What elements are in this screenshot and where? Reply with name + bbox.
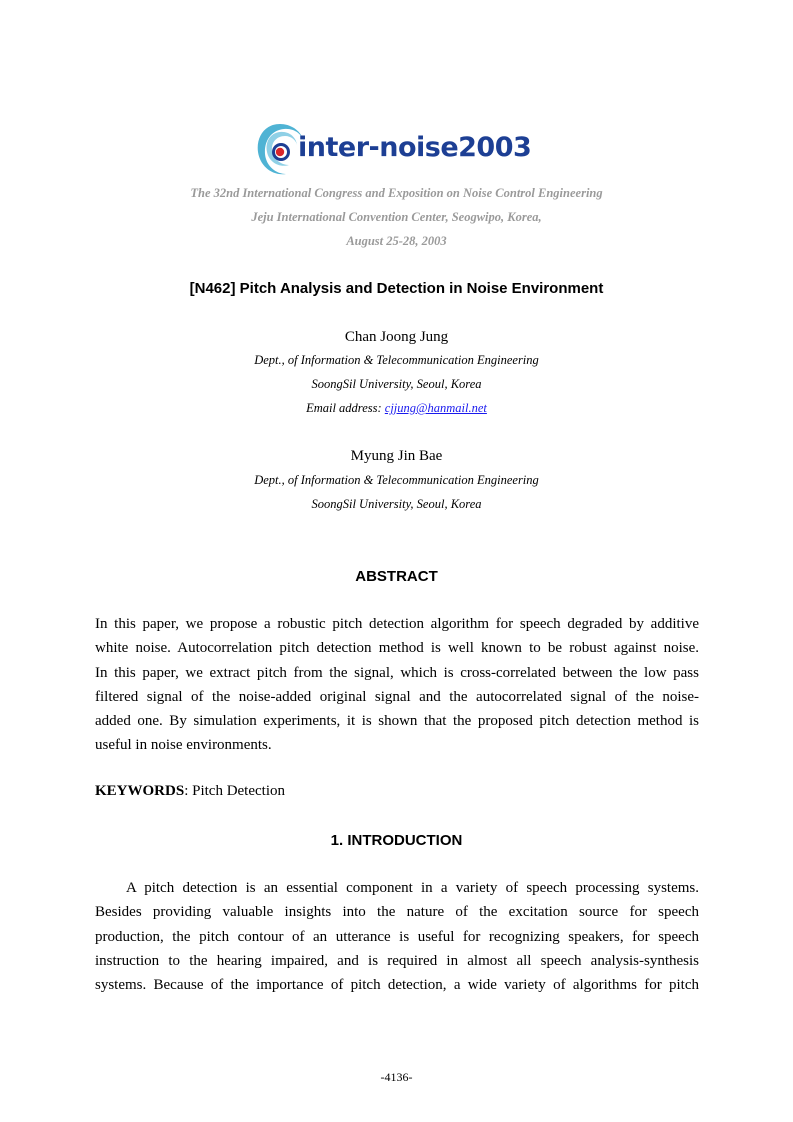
introduction-line: A pitch detection is an essential component in a variety of speech processing systems.: [126, 880, 699, 896]
conference-logo: [254, 120, 544, 180]
author-dept-1: Dept., of Information & Telecommunication Engineering: [254, 353, 539, 367]
email-label: Email address:: [306, 401, 385, 415]
author-email-line: [0, 401, 793, 416]
abstract-body: [95, 612, 699, 758]
introduction-heading: 1. INTRODUCTION: [330, 832, 463, 849]
author-name-1: Chan Joong Jung: [344, 329, 449, 345]
author-univ-2: SoongSil University, Seoul, Korea: [311, 497, 482, 511]
keywords-label: KEYWORDS: [95, 783, 185, 799]
conference-dates: August 25-28, 2003: [346, 234, 447, 248]
conference-venue: Jeju International Convention Center, Seogwipo, Korea,: [251, 210, 542, 224]
keywords-value: : Pitch Detection: [184, 783, 285, 799]
abstract-heading: ABSTRACT: [355, 568, 438, 585]
author-dept-2: Dept., of Information & Telecommunication Engineering: [254, 473, 539, 487]
author-univ-1: SoongSil University, Seoul, Korea: [311, 377, 482, 391]
author-name-2: Myung Jin Bae: [350, 448, 443, 464]
conference-name: The 32nd International Congress and Exposition on Noise Control Engineering: [190, 186, 603, 200]
introduction-line: production, the pitch contour of an utterance is useful for recognizing speakers, for speech: [95, 928, 699, 945]
introduction-line: instruction to the hearing impaired, and is required in almost all speech analysis-synthesis: [95, 952, 699, 969]
abstract-line: useful in noise environments.: [95, 737, 272, 754]
logo-wordmark: inter-noise2003: [298, 132, 532, 163]
paper-title: [N462] Pitch Analysis and Detection in Noise Environment: [189, 280, 604, 297]
introduction-line: Besides providing valuable insights into the nature of the excitation source for speech: [95, 904, 699, 921]
abstract-line: added one. By simulation experiments, it is shown that the proposed pitch detection method is: [95, 713, 699, 730]
introduction-body: [95, 876, 699, 997]
page-number: -4136-: [380, 1070, 413, 1084]
introduction-line: systems. Because of the importance of pitch detection, a wide variety of algorithms for pitch: [95, 977, 699, 994]
abstract-line: In this paper, we propose a robustic pitch detection algorithm for speech degraded by additive: [95, 616, 699, 632]
abstract-line: white noise. Autocorrelation pitch detection method is well known to be robust against noise.: [95, 640, 699, 657]
abstract-line: In this paper, we extract pitch from the signal, which is cross-correlated between the low pass: [95, 664, 699, 681]
abstract-line: filtered signal of the noise-added original signal and the autocorrelated signal of the noise-: [95, 688, 699, 705]
keywords: [95, 783, 285, 800]
email-link[interactable]: cjjung@hanmail.net: [384, 401, 487, 415]
